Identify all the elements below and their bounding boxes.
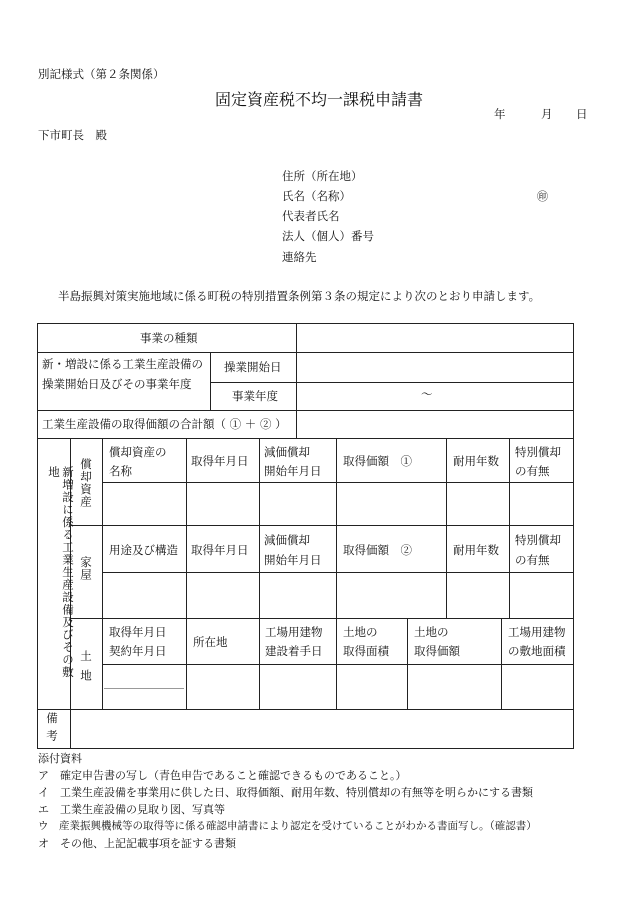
operation-start-label-1: 新・増設に係る工業生産設備の — [42, 357, 203, 371]
date-year: 年 — [494, 107, 506, 121]
useful-life-2: 耐用年数 — [453, 543, 499, 557]
total-acquisition-label: 工業生産設備の取得価額の合計額（ ① ＋ ② ） — [42, 417, 287, 431]
business-year-label: 事業年度 — [232, 389, 278, 403]
depreciable-name-1: 償却資産の — [109, 445, 167, 459]
acquisition-date-1: 取得年月日 — [191, 454, 249, 468]
side-label-facility: 新増設に係る工業生産設備及びその敷地 — [47, 466, 75, 679]
house-label: 家屋 — [79, 556, 93, 581]
acquisition-price-1: 取得価額 ① — [343, 454, 412, 468]
special-dep-1b: の有無 — [515, 464, 550, 478]
attachment-item: オ その他、上記記載事項を証する書類 — [38, 837, 236, 850]
contact-label: 連絡先 — [282, 250, 317, 264]
address-label: 住所（所在地） — [282, 169, 363, 183]
land-price-2: 取得価額 — [414, 644, 460, 658]
location-label: 所在地 — [193, 635, 228, 649]
business-year-tilde: ～ — [421, 387, 433, 401]
depreciation-start-1a: 減価償却 — [264, 445, 310, 459]
land-area-1: 土地の — [343, 625, 378, 639]
land-label: 土地 — [79, 650, 93, 689]
attachment-item: ウ 産業振興機械等の取得等に係る確認申請書により認定を受けていることがわかる書面写し。（確認書） — [38, 820, 537, 832]
operation-start-label-2: 操業開始日及びその事業年度 — [42, 377, 192, 391]
attachments-heading: 添付資料 — [38, 752, 82, 765]
name-label: 氏名（名称） — [282, 189, 351, 203]
depreciation-start-2a: 減価償却 — [264, 533, 310, 547]
special-dep-2a: 特別償却 — [515, 533, 561, 547]
representative-label: 代表者氏名 — [282, 209, 340, 223]
date-day: 日 — [576, 107, 588, 121]
date-month: 月 — [541, 107, 553, 121]
land-acq-date: 取得年月日 — [109, 625, 167, 639]
business-type-label: 事業の種類 — [140, 331, 198, 345]
land-area-2: 取得面積 — [343, 644, 389, 658]
factory-site-2: の敷地面積 — [508, 644, 566, 658]
special-dep-2b: の有無 — [515, 553, 550, 567]
depreciation-start-1b: 開始年月日 — [264, 464, 322, 478]
depreciation-start-2b: 開始年月日 — [264, 553, 322, 567]
factory-construction-1: 工場用建物 — [265, 625, 323, 639]
addressee: 下市町長 殿 — [38, 128, 107, 142]
attachment-item: ア 確定申告書の写し（青色申告であること確認できるものであること。） — [38, 769, 407, 782]
land-contract-date: 契約年月日 — [109, 644, 167, 658]
depreciable-assets-label: 償却資産 — [79, 458, 93, 508]
special-dep-1a: 特別償却 — [515, 445, 561, 459]
operation-start-date-label: 操業開始日 — [224, 360, 282, 374]
depreciable-name-2: 名称 — [109, 464, 132, 478]
attachment-item: エ 工業生産設備の見取り図、写真等 — [38, 803, 225, 816]
acquisition-price-2: 取得価額 ② — [343, 543, 412, 557]
factory-construction-2: 建設着手日 — [265, 644, 323, 658]
remarks-label: 備考 — [45, 712, 59, 747]
land-price-1: 土地の — [414, 625, 449, 639]
use-structure: 用途及び構造 — [109, 543, 178, 557]
seal-mark: ㊞ — [537, 190, 548, 203]
page-title: 固定資産税不均一課税申請書 — [215, 90, 424, 109]
corp-number-label: 法人（個人）番号 — [282, 229, 374, 243]
useful-life-1: 耐用年数 — [453, 454, 499, 468]
statement: 半島振興対策実施地域に係る町税の特別措置条例第３条の規定により次のとおり申請します。 — [58, 289, 541, 303]
attachment-item: イ 工業生産設備を事業用に供した日、取得価額、耐用年数、特別償却の有無等を明らかにする書類 — [38, 786, 533, 799]
form-number: 別記様式（第２条関係） — [38, 67, 165, 81]
factory-site-1: 工場用建物 — [508, 625, 566, 639]
acquisition-date-2: 取得年月日 — [191, 543, 249, 557]
